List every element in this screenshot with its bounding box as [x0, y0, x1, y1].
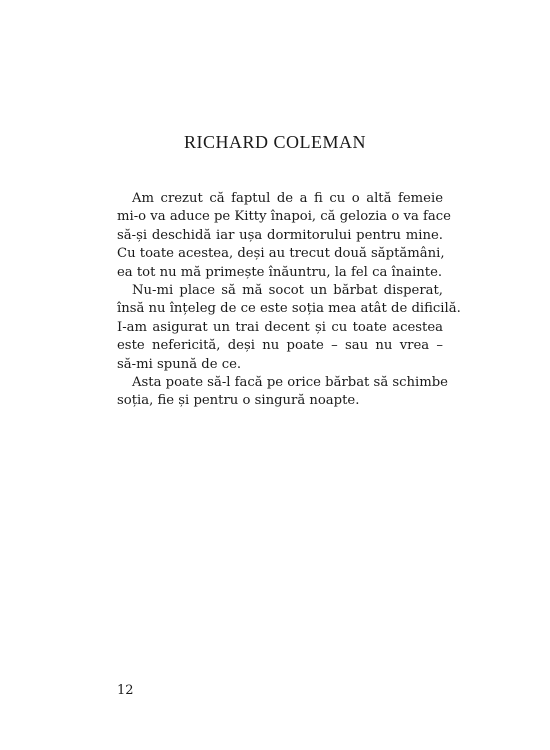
page-number: 12 — [117, 683, 134, 698]
text-line: Nu-mi place să mă socot un bărbat disperat, — [132, 282, 443, 298]
text-line: să-și deschidă iar ușa dormitorului pentru mine. — [117, 227, 443, 243]
chapter-title: RICHARD COLEMAN — [183, 132, 366, 152]
text-line: mi-o va aduce pe Kitty înapoi, că gelozia o va face — [117, 209, 451, 225]
body-text — [117, 190, 461, 411]
text-line: este nefericită, deși nu poate – sau nu vrea – — [117, 338, 443, 354]
paragraph-2 — [117, 282, 461, 374]
text-line: Asta poate să-l facă pe orice bărbat să schimbe — [132, 374, 448, 390]
text-line: însă nu înțeleg de ce este soția mea atât de dificilă. — [117, 301, 461, 317]
text-line: ea tot nu mă primește înăuntru, la fel ca înainte. — [117, 264, 443, 280]
text-line: Am crezut că faptul de a fi cu o altă femeie — [132, 191, 443, 206]
text-line: I-am asigurat un trai decent și cu toate acestea — [117, 319, 443, 335]
text-line: să-mi spună de ce. — [117, 356, 242, 372]
paragraph-1 — [117, 190, 451, 282]
text-line: Cu toate acestea, deși au trecut două săptămâni, — [117, 246, 445, 262]
text-line: soția, fie și pentru o singură noapte. — [117, 393, 360, 409]
paragraph-3 — [117, 374, 448, 411]
